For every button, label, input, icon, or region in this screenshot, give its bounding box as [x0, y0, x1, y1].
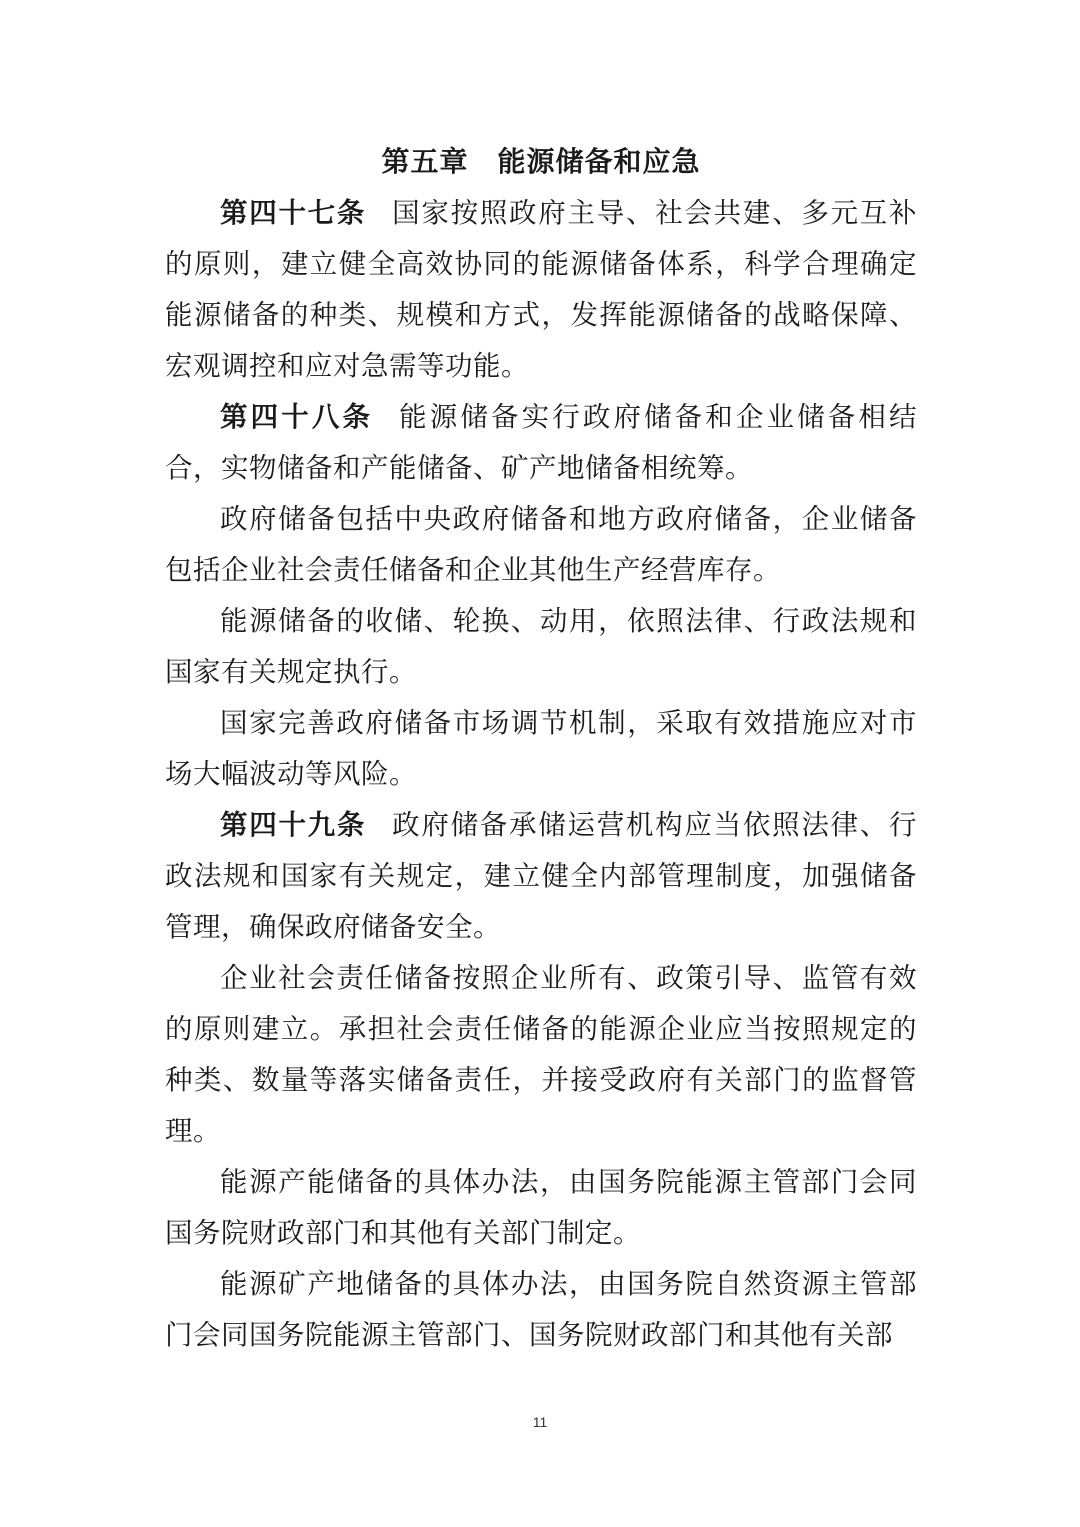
paragraph-text: 能源储备的收储、轮换、动用，依照法律、行政法规和国家有关规定执行。	[165, 605, 917, 688]
paragraph-text: 国家按照政府主导、社会共建、多元互补的原则，建立健全高效协同的能源储备体系，科学合理确定能源储备的种类、规模和方式，发挥能源储备的战略保障、宏观调控和应对急需等功能。	[165, 197, 918, 382]
article-number: 第四十七条	[220, 197, 367, 229]
document-page	[165, 138, 917, 1361]
body-paragraph	[165, 953, 917, 1157]
paragraph-text: 国家完善政府储备市场调节机制，采取有效措施应对市场大幅波动等风险。	[165, 707, 917, 790]
paragraph-text: 政府储备包括中央政府储备和地方政府储备，企业储备包括企业社会责任储备和企业其他生产经营库存。	[165, 503, 917, 586]
body-paragraph	[165, 494, 917, 596]
paragraph-text: 能源储备实行政府储备和企业储备相结合，实物储备和产能储备、矿产地储备相统筹。	[165, 401, 918, 484]
paragraph-text: 能源矿产地储备的具体办法，由国务院自然资源主管部门会同国务院能源主管部门、国务院财政部门和其他有关部	[165, 1268, 917, 1351]
page-number: 11	[532, 1414, 548, 1430]
body-paragraph	[165, 1157, 917, 1259]
paragraph-text: 政府储备承储运营机构应当依照法律、行政法规和国家有关规定，建立健全内部管理制度，加强储备管理，确保政府储备安全。	[165, 809, 918, 943]
body-paragraph	[165, 596, 917, 698]
body-paragraph	[165, 1259, 917, 1361]
chapter-title: 第五章 能源储备和应急	[381, 145, 701, 178]
paragraph-text: 能源产能储备的具体办法，由国务院能源主管部门会同国务院财政部门和其他有关部门制定。	[165, 1166, 917, 1249]
article-49-paragraph	[165, 800, 917, 953]
article-number: 第四十九条	[220, 809, 367, 841]
body-paragraph	[165, 698, 917, 800]
paragraph-text: 企业社会责任储备按照企业所有、政策引导、监管有效的原则建立。承担社会责任储备的能源企业应当按照规定的种类、数量等落实储备责任，并接受政府有关部门的监督管理。	[165, 962, 917, 1147]
article-number: 第四十八条	[220, 401, 374, 433]
article-47-paragraph	[165, 188, 917, 392]
article-48-paragraph	[165, 392, 917, 494]
